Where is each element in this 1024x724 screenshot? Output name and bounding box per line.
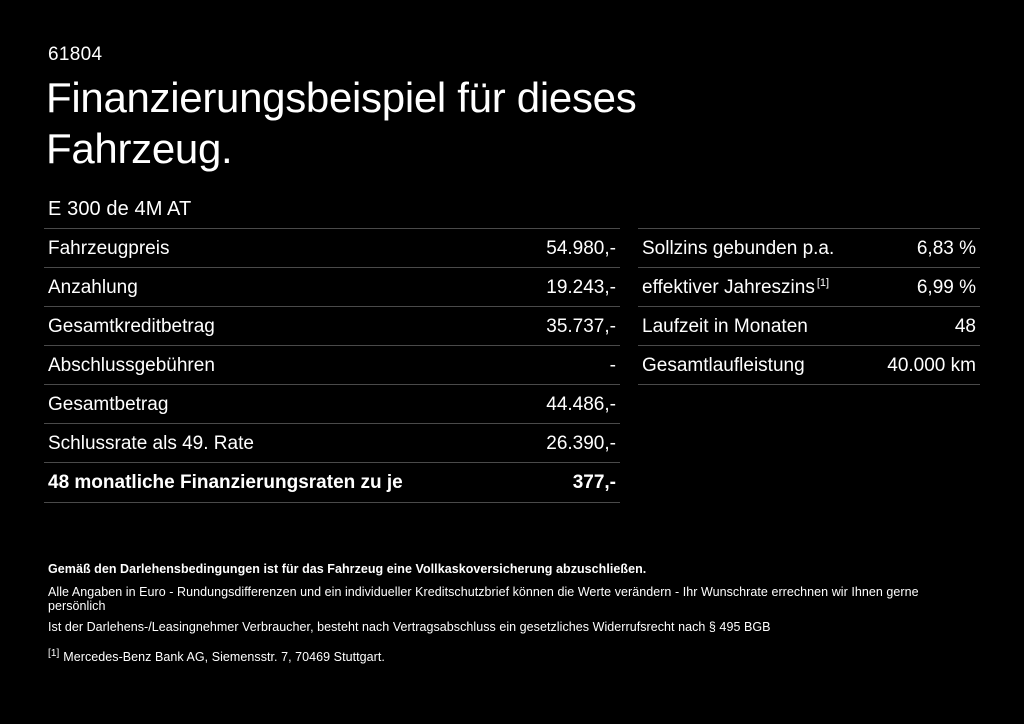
row-label: Schlussrate als 49. Rate xyxy=(48,433,254,455)
table-row xyxy=(44,384,620,423)
row-value: 377,- xyxy=(572,472,616,494)
row-label: Laufzeit in Monaten xyxy=(642,316,808,338)
financing-table-right xyxy=(638,228,980,385)
row-label: Fahrzeugpreis xyxy=(48,238,170,259)
row-label: Gesamtbetrag xyxy=(48,394,169,416)
table-row xyxy=(638,306,980,345)
table-row xyxy=(44,267,620,306)
table-row xyxy=(44,423,620,462)
row-value: 6,83 % xyxy=(916,238,976,259)
reference-number: 61804 xyxy=(48,44,103,65)
row-label: Abschlussgebühren xyxy=(48,355,215,377)
page-title: Finanzierungsbeispiel für dieses Fahrzeug. xyxy=(46,74,637,173)
row-label: Gesamtlaufleistung xyxy=(642,355,805,377)
footnote-marker: [1] xyxy=(48,648,60,659)
row-label xyxy=(642,275,829,300)
row-value: 35.737,- xyxy=(546,316,616,338)
row-label: Sollzins gebunden p.a. xyxy=(642,238,835,259)
vehicle-model: E 300 de 4M AT xyxy=(48,198,192,220)
table-row xyxy=(44,306,620,345)
row-label: Anzahlung xyxy=(48,277,138,299)
footer-line-1: Alle Angaben in Euro - Rundungsdifferenzen und ein individueller Kreditschutzbrief können die Werte verändern - Ihr Wunschrate errechnen wir Ihnen gerne persönlich xyxy=(48,585,919,613)
footnote-line xyxy=(48,648,978,664)
row-label: 48 monatliche Finanzierungsraten zu je xyxy=(48,472,403,494)
footer-line-bold: Gemäß den Darlehensbedingungen ist für das Fahrzeug eine Vollkaskoversicherung abzuschließen. xyxy=(48,562,647,576)
table-row xyxy=(638,228,980,267)
table-row xyxy=(44,228,620,267)
row-value: 48 xyxy=(954,316,976,338)
table-row xyxy=(638,267,980,306)
row-value: 6,99 % xyxy=(916,277,976,299)
row-value: 26.390,- xyxy=(546,433,616,455)
footer-line-2: Ist der Darlehens-/Leasingnehmer Verbraucher, besteht nach Vertragsabschluss ein gesetzliches Widerrufsrecht nach § 495 BGB xyxy=(48,620,771,634)
footnote-text: Mercedes-Benz Bank AG, Siemensstr. 7, 70469 Stuttgart. xyxy=(63,650,385,665)
row-value: 44.486,- xyxy=(546,394,616,416)
row-value: - xyxy=(609,355,616,377)
table-row xyxy=(44,345,620,384)
row-value: 19.243,- xyxy=(546,277,616,299)
row-label-text: effektiver Jahreszins xyxy=(642,277,815,299)
table-row-monthly-rate xyxy=(44,462,620,502)
row-value: 40.000 km xyxy=(887,355,976,377)
row-value: 54.980,- xyxy=(546,238,616,259)
footer-disclaimer xyxy=(48,562,978,664)
footnote-marker: [1] xyxy=(816,276,830,289)
financing-table-left xyxy=(44,228,620,503)
table-row xyxy=(638,345,980,385)
row-label: Gesamtkreditbetrag xyxy=(48,316,215,338)
